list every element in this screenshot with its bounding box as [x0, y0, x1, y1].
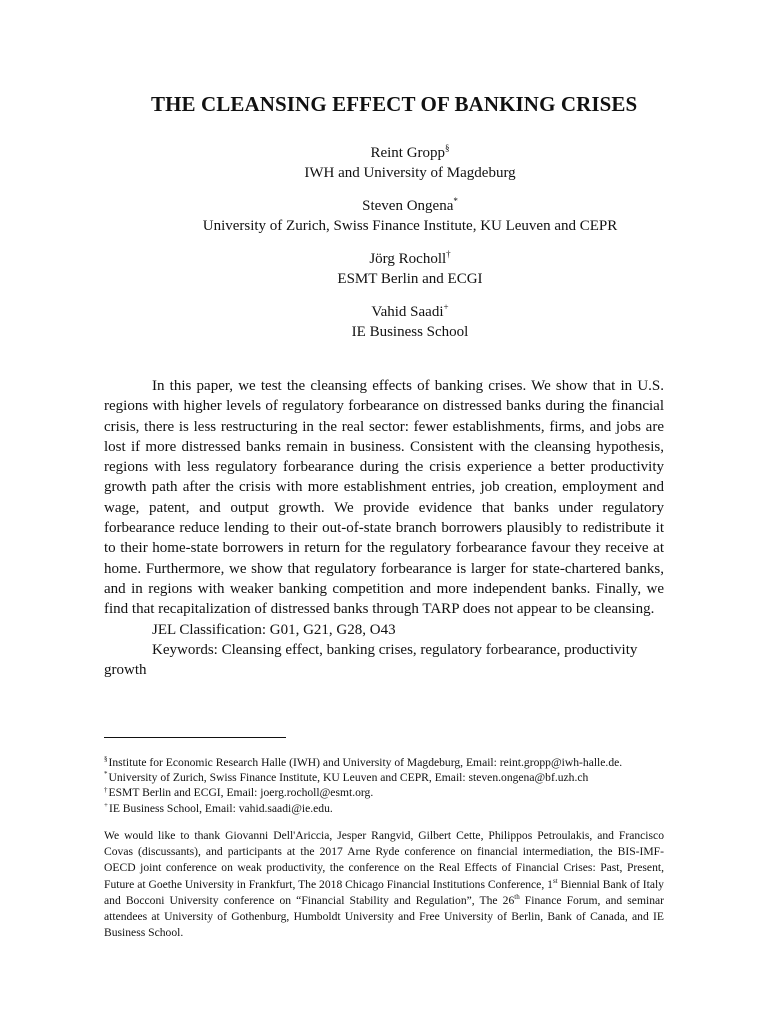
keywords: Keywords: Cleansing effect, banking crises, regulatory forbearance, productivity growth — [104, 641, 638, 679]
footnote-mark: + — [104, 800, 108, 809]
acknowledgement: We would like to thank Giovanni Dell'Ariccia, Jesper Rangvid, Gilbert Cette, Philippos Petroulakis, and Francisco Covas (discussants), and participants at the 2017 Arne Ryde conference on financial intermediation, the BIS-IMF-OECD joint conference on weak productivity, the conference on the Real Effects of Financial Crises: Past, Present, Future at Goethe University in Frankfurt, The 2018 Chicago Financial Institutions Conference, 1st Biennial Bank of Italy and Bocconi University conference on “Financial Stability and Regulation”, The 26th Finance Forum, and seminar attendees at University of Gothenburg, Humboldt University and Free University of Berlin, Bank of Canada, and IE Business School. — [104, 829, 664, 940]
footnote-item: †ESMT Berlin and ECGI, Email: joerg.rocholl@esmt.org. — [104, 785, 374, 800]
author-mark: * — [453, 196, 458, 206]
author-name: Jörg Rocholl† — [369, 249, 451, 267]
author-name: Reint Gropp§ — [370, 143, 450, 161]
paper-title — [0, 92, 770, 117]
author-name: Vahid Saadi+ — [371, 302, 449, 320]
author-affiliation: IE Business School — [351, 324, 469, 340]
title-text: THE CLEANSING EFFECT OF BANKING CRISES — [151, 92, 638, 116]
author-mark: § — [445, 143, 450, 153]
footnote-divider — [104, 737, 286, 738]
author-block — [0, 143, 770, 355]
author-mark: † — [446, 249, 451, 259]
footnotes — [104, 755, 664, 816]
footnote-item: §Institute for Economic Research Halle (IWH) and University of Magdeburg, Email: reint.gropp@iwh-halle.de. — [104, 755, 623, 769]
author-affiliation: ESMT Berlin and ECGI — [337, 271, 483, 287]
footnote-item: +IE Business School, Email: vahid.saadi@ie.edu. — [104, 800, 333, 815]
abstract-section — [104, 376, 664, 680]
abstract-text: In this paper, we test the cleansing effects of banking crises. We show that in U.S. regions with higher levels of regulatory forbearance on distressed banks during the financial crisis, there is less restructuring in the real sector: fewer establishments, firms, and jobs are lost if more distressed banks remain in business. Consistent with the cleansing hypothesis, regions with less regulatory forbearance during the crisis experience a better productivity growth path after the crisis with more establishment entries, job creation, employment and wage, patent, and output growth. We provide evidence that banks under regulatory forbearance reduce lending to their out-of-state branch borrowers plausibly to redistribute it to their home-state borrowers in return for the regulatory forbearance favour they receive at home. Furthermore, we show that regulatory forbearance is larger for state-chartered banks, and in regions with weaker banking competition and more independent banks. Finally, we find that recapitalization of distressed banks through TARP does not appear to be cleansing. — [104, 378, 664, 618]
footnote-item: *University of Zurich, Swiss Finance Institute, KU Leuven and CEPR, Email: steven.ongena@bf.uzh.ch — [104, 770, 589, 785]
author-affiliation: University of Zurich, Swiss Finance Institute, KU Leuven and CEPR — [202, 218, 618, 234]
author-entry — [0, 249, 770, 289]
footnote-mark: § — [104, 755, 108, 764]
footnote-mark: † — [104, 785, 108, 794]
author-mark: + — [443, 302, 449, 312]
footnote-mark: * — [104, 770, 108, 779]
author-entry — [0, 196, 770, 236]
author-name: Steven Ongena* — [362, 196, 458, 214]
author-affiliation: IWH and University of Magdeburg — [304, 165, 516, 181]
author-entry — [0, 302, 770, 342]
author-entry — [0, 143, 770, 183]
jel-classification: JEL Classification: G01, G21, G28, O43 — [152, 621, 396, 638]
